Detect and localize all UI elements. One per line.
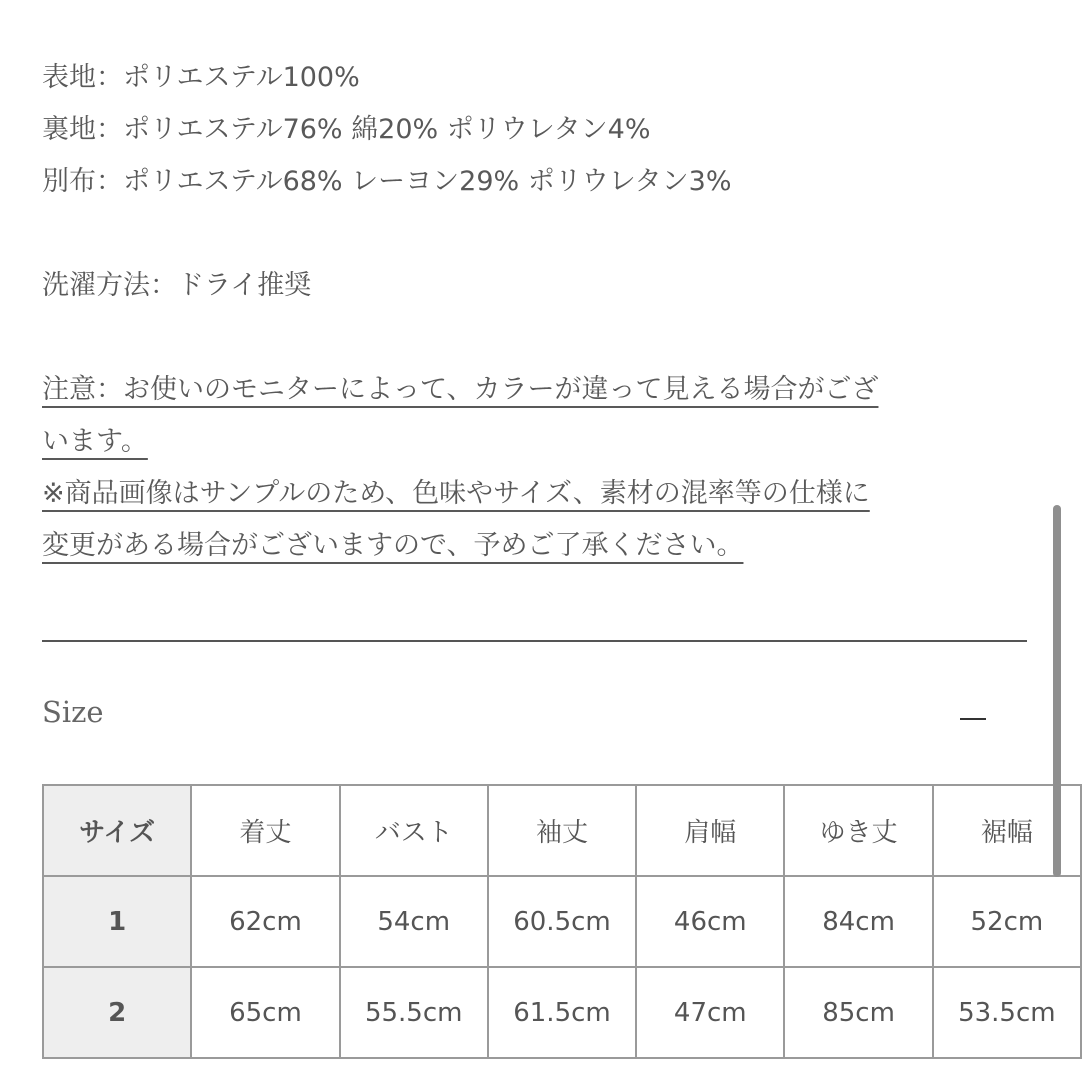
table-cell: 84cm (784, 876, 932, 967)
notice-line-3: ※商品画像はサンプルのため、色味やサイズ、素材の混率等の仕様に (42, 478, 870, 509)
collapse-size-button[interactable] (956, 702, 990, 736)
table-header-row (43, 785, 1081, 876)
material-accent: 別布：ポリエステル68% レーヨン29% ポリウレタン3% (42, 166, 732, 197)
table-cell: 55.5cm (340, 967, 488, 1058)
table-cell: 54cm (340, 876, 488, 967)
row-size-label: 2 (43, 967, 191, 1058)
notice-line-4: 変更がある場合がございますので、予めご了承ください。 (42, 530, 744, 561)
material-outer: 表地：ポリエステル100% (42, 62, 360, 93)
table-row (43, 876, 1081, 967)
product-description (42, 52, 1027, 572)
header-cell-length: 着丈 (191, 785, 339, 876)
header-cell-hem: 裾幅 (933, 785, 1081, 876)
material-lining: 裏地：ポリエステル76% 綿20% ポリウレタン4% (42, 114, 651, 145)
size-table-container[interactable] (42, 784, 1056, 1064)
header-cell-yuki: ゆき丈 (784, 785, 932, 876)
size-table (42, 784, 1082, 1059)
table-row (43, 967, 1081, 1058)
table-cell: 85cm (784, 967, 932, 1058)
size-section-title: Size (42, 695, 104, 729)
header-cell-bust: バスト (340, 785, 488, 876)
table-cell: 52cm (933, 876, 1081, 967)
table-cell: 46cm (636, 876, 784, 967)
notice-line-1: 注意：お使いのモニターによって、カラーが違って見える場合がござ (42, 374, 879, 405)
page-scrollbar-thumb[interactable] (1053, 505, 1061, 877)
header-cell-shoulder: 肩幅 (636, 785, 784, 876)
table-cell: 62cm (191, 876, 339, 967)
table-cell: 65cm (191, 967, 339, 1058)
minus-icon (960, 718, 986, 720)
header-cell-sleeve: 袖丈 (488, 785, 636, 876)
table-cell: 53.5cm (933, 967, 1081, 1058)
header-cell-size: サイズ (43, 785, 191, 876)
row-size-label: 1 (43, 876, 191, 967)
table-cell: 61.5cm (488, 967, 636, 1058)
care-instructions: 洗濯方法：ドライ推奨 (42, 270, 312, 301)
section-divider (42, 640, 1027, 642)
table-cell: 60.5cm (488, 876, 636, 967)
table-cell: 47cm (636, 967, 784, 1058)
notice-line-2: います。 (42, 426, 148, 457)
